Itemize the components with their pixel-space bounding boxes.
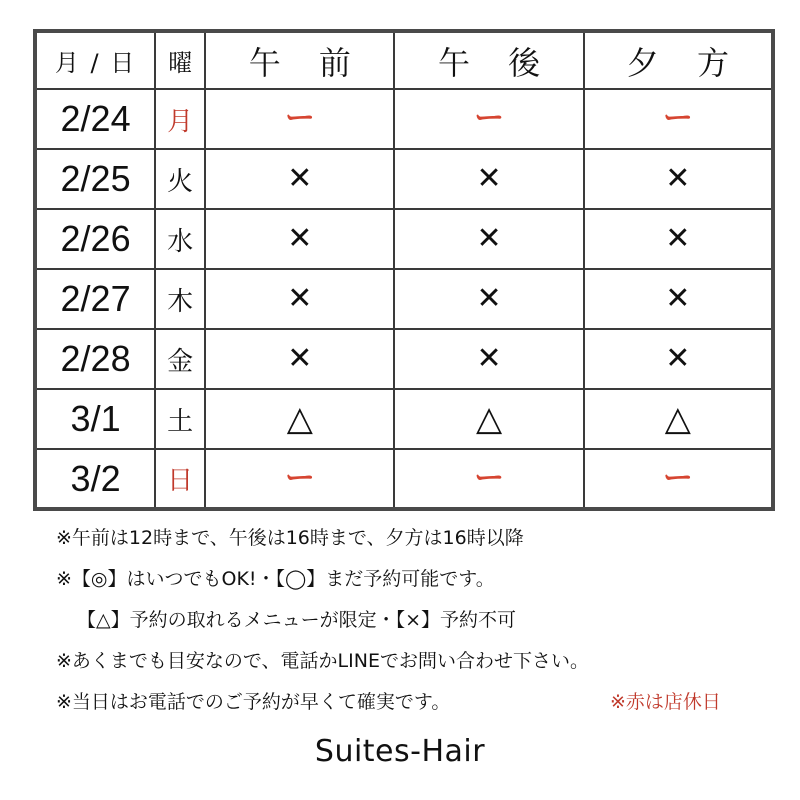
table-row <box>35 389 773 449</box>
closed-dash-icon: ー <box>474 460 505 496</box>
unavailable-cross-icon: ✕ <box>476 341 502 376</box>
row-date: 2/25 <box>35 149 155 209</box>
row-weekday: 火 <box>155 149 205 209</box>
limited-triangle-icon: △ <box>286 399 313 439</box>
unavailable-cross-icon: ✕ <box>476 281 502 316</box>
table-header-row <box>35 31 773 89</box>
note-time-definition: ※午前は12時まで、午後は16時まで、夕方は16時以降 <box>56 527 524 549</box>
closed-dash-icon: ー <box>284 460 315 496</box>
unavailable-cross-icon: ✕ <box>287 341 313 376</box>
note-same-day <box>56 682 776 723</box>
row-date: 3/1 <box>35 389 155 449</box>
slot-afternoon <box>394 389 583 449</box>
header-date: 月 / 日 <box>35 31 155 89</box>
header-morning: 午 前 <box>205 31 394 89</box>
slot-evening <box>584 89 773 149</box>
slot-evening <box>584 149 773 209</box>
table-row <box>35 89 773 149</box>
table-row <box>35 329 773 389</box>
slot-morning <box>205 269 394 329</box>
slot-morning <box>205 329 394 389</box>
slot-morning <box>205 209 394 269</box>
slot-afternoon <box>394 269 583 329</box>
header-evening: 夕 方 <box>584 31 773 89</box>
table-row <box>35 449 773 509</box>
note-legend-limited: 【△】予約の取れるメニューが限定・【×】予約不可 <box>77 609 517 631</box>
brand-name: Suites-Hair <box>314 734 486 769</box>
slot-evening <box>584 389 773 449</box>
row-date: 2/27 <box>35 269 155 329</box>
unavailable-cross-icon: ✕ <box>476 221 502 256</box>
slot-morning <box>205 389 394 449</box>
header-afternoon: 午 後 <box>394 31 583 89</box>
unavailable-cross-icon: ✕ <box>665 281 691 316</box>
limited-triangle-icon: △ <box>664 399 691 439</box>
slot-afternoon <box>394 449 583 509</box>
table-row <box>35 209 773 269</box>
note-contact: ※あくまでも目安なので、電話かLINEでお問い合わせ下さい。 <box>56 650 589 672</box>
row-date: 2/26 <box>35 209 155 269</box>
slot-afternoon <box>394 89 583 149</box>
note-legend-available: ※【◎】はいつでもOK!・【◯】まだ予約可能です。 <box>56 568 495 590</box>
slot-afternoon <box>394 149 583 209</box>
slot-evening <box>584 209 773 269</box>
note-same-day-text: ※当日はお電話でのご予約が早くて確実です。 <box>56 691 451 713</box>
unavailable-cross-icon: ✕ <box>665 221 691 256</box>
closed-dash-icon: ー <box>662 101 693 136</box>
table-row <box>35 269 773 329</box>
slot-evening <box>584 269 773 329</box>
unavailable-cross-icon: ✕ <box>476 161 502 196</box>
slot-afternoon <box>394 209 583 269</box>
unavailable-cross-icon: ✕ <box>287 221 313 256</box>
slot-morning <box>205 89 394 149</box>
table-row <box>35 149 773 209</box>
note-holiday-legend: ※赤は店休日 <box>610 691 721 713</box>
slot-evening <box>584 449 773 509</box>
slot-morning <box>205 149 394 209</box>
limited-triangle-icon: △ <box>476 399 503 439</box>
unavailable-cross-icon: ✕ <box>665 161 691 196</box>
row-weekday: 木 <box>155 269 205 329</box>
row-date: 3/2 <box>35 449 155 509</box>
slot-afternoon <box>394 329 583 389</box>
slot-evening <box>584 329 773 389</box>
row-date: 2/28 <box>35 329 155 389</box>
unavailable-cross-icon: ✕ <box>287 161 313 196</box>
unavailable-cross-icon: ✕ <box>287 281 313 316</box>
unavailable-cross-icon: ✕ <box>665 341 691 376</box>
row-weekday: 土 <box>155 389 205 449</box>
row-date: 2/24 <box>35 89 155 149</box>
closed-dash-icon: ー <box>284 101 315 136</box>
notes-section <box>56 518 776 723</box>
closed-dash-icon: ー <box>662 460 693 496</box>
header-weekday: 曜 <box>155 31 205 89</box>
slot-morning <box>205 449 394 509</box>
row-weekday: 金 <box>155 329 205 389</box>
reservation-schedule-table <box>33 29 775 511</box>
row-weekday: 月 <box>155 89 205 149</box>
closed-dash-icon: ー <box>474 101 505 136</box>
row-weekday: 日 <box>155 449 205 509</box>
row-weekday: 水 <box>155 209 205 269</box>
